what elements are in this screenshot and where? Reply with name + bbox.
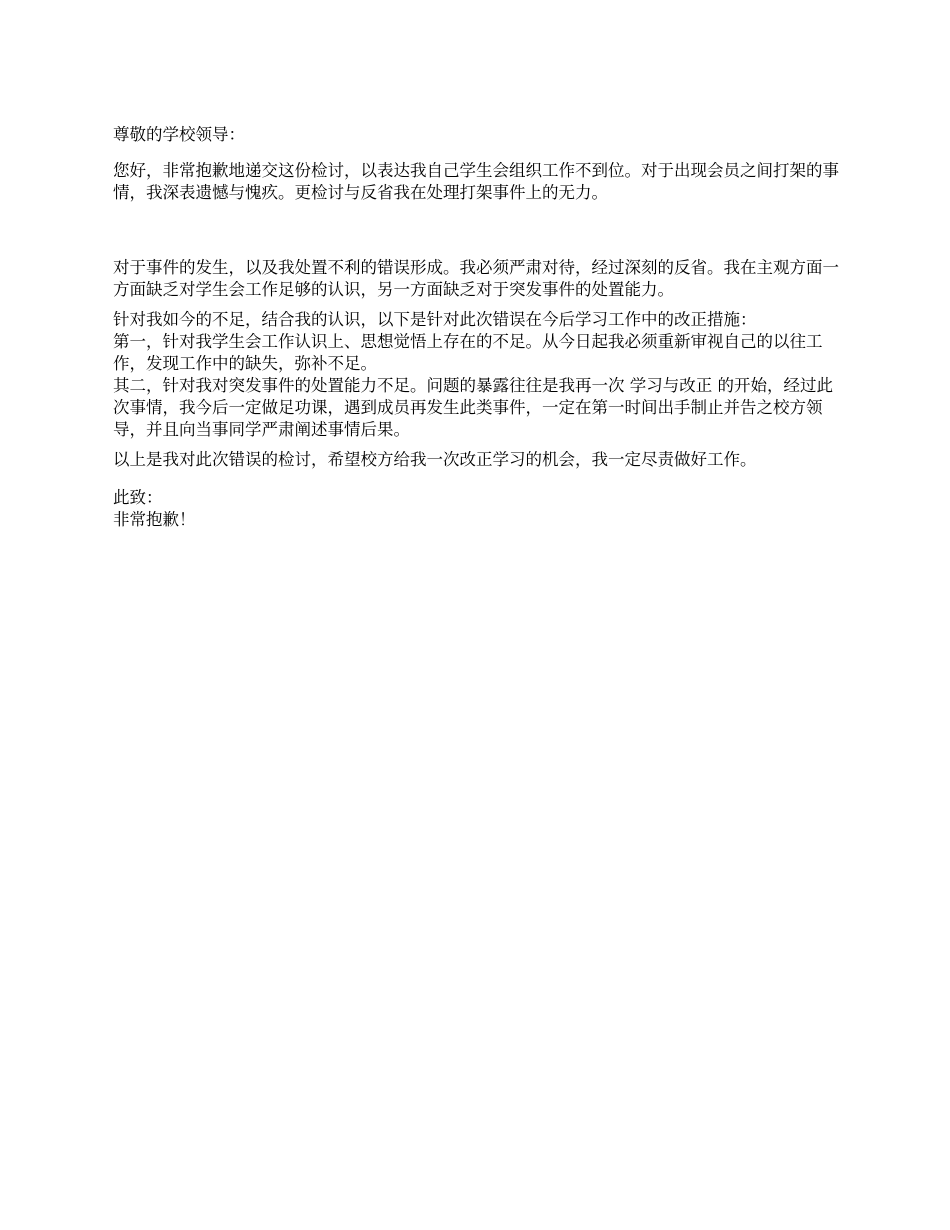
measures-intro: 针对我如今的不足，结合我的认识，以下是针对此次错误在今后学习工作中的改正措施： [113,310,757,329]
letter-body [113,124,843,531]
measure-second: 其二，针对我对突发事件的处置能力不足。问题的暴露往往是我再一次 学习与改正 的开始，经过此次事情，我今后一定做足功课，遇到成员再发生此类事件，一定在第一时间出手制止并告之校方领导，并且向当事同学严肃阐述事情后果。 [113,376,833,439]
paragraph-measures [113,309,843,441]
paragraph-conclusion: 以上是我对此次错误的检讨，希望校方给我一次改正学习的机会，我一定尽责做好工作。 [113,450,757,469]
paragraph-reflection: 对于事件的发生，以及我处置不利的错误形成。我必须严肃对待，经过深刻的反省。我在主观方面一方面缺乏对学生会工作足够的认识，另一方面缺乏对于突发事件的处置能力。 [113,258,839,299]
closing-line-1: 此致： [113,488,163,507]
closing [113,487,843,531]
measure-first: 第一，针对我学生会工作认识上、思想觉悟上存在的不足。从今日起我必须重新审视自己的以往工作，发现工作中的缺失，弥补不足。 [113,332,823,373]
closing-line-2: 非常抱歉！ [113,510,196,529]
salutation: 尊敬的学校领导： [113,125,245,144]
paragraph-apology: 您好，非常抱歉地递交这份检讨，以表达我自己学生会组织工作不到位。对于出现会员之间打架的事情，我深表遗憾与愧疚。更检讨与反省我在处理打架事件上的无力。 [113,161,839,202]
